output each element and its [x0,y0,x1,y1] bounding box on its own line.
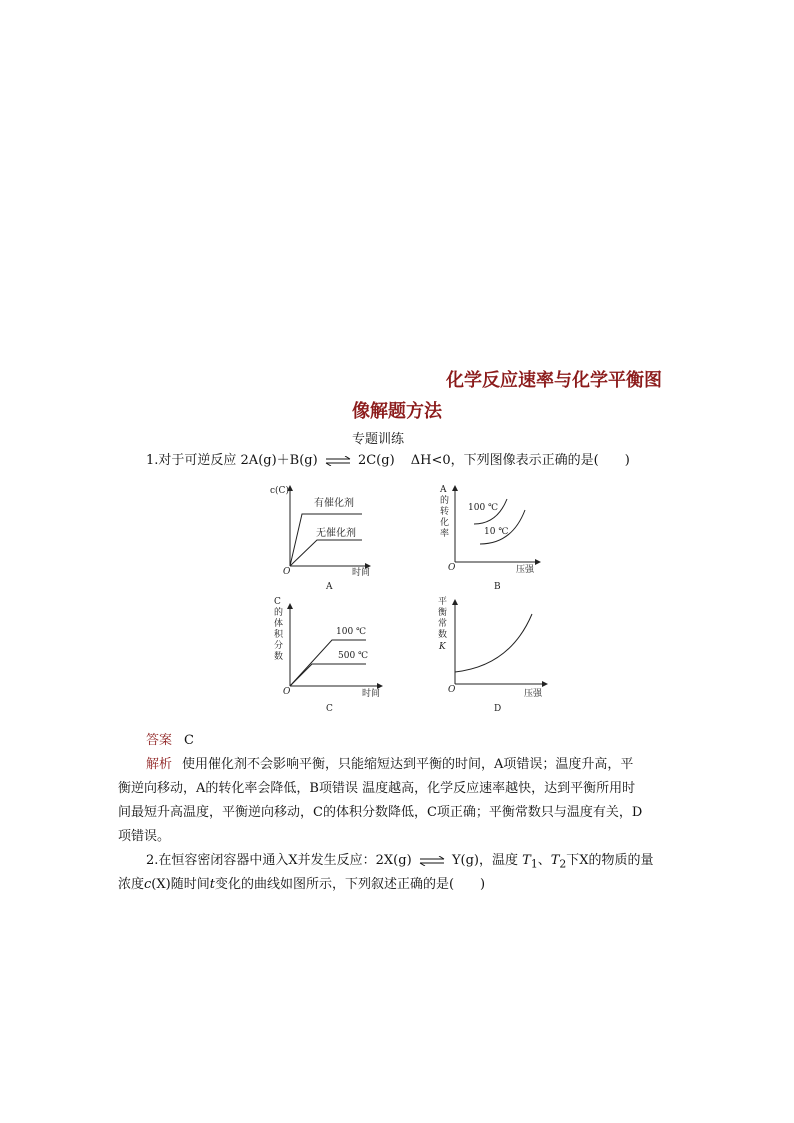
panel-d-ylabel-1: 衡 [438,608,448,618]
panel-d [438,596,547,714]
question-2-line-2 [118,877,485,893]
answer-line [146,733,194,749]
panel-b-curve2-label: 10 ℃ [484,527,509,537]
q2-sep: 、 [537,853,551,868]
panel-b-origin: O [448,563,456,573]
panel-d-ylabel-3: 数 [438,630,448,640]
panel-c-curve2-label: 500 ℃ [338,651,369,661]
panel-c-ylabel-0: C [274,597,281,607]
reversible-arrow-icon [418,856,446,866]
panel-a-ylabel: c(C) [270,486,289,496]
panel-b-ylabel-0: A [440,485,447,495]
panel-d-k-curve [455,614,532,672]
question-2-line-1 [146,853,654,873]
panel-b-ylabel-3: 化 [440,518,450,528]
analysis-line-3: 间最短升高温度，平衡逆向移动，C的体积分数降低，C项正确；平衡常数只与温度有关，D [118,805,643,820]
q1-prefix: 1.对于可逆反应 2A(g)＋B(g) [146,453,318,468]
panel-d-xlabel: 压强 [524,689,543,699]
title-line-1: 化学反应速率与化学平衡图 [446,370,662,391]
panel-c-curve1-label: 100 ℃ [336,627,367,637]
panel-c-ylabel-3: 积 [274,630,284,640]
q2-line2-a: 浓度 [118,877,145,892]
q2-t1-sub: 1 [530,857,538,871]
q2-line2-b: (X)随时间 [151,877,210,892]
q2-cx: c [144,877,152,892]
answer-value: C [184,733,194,748]
q2-t1: T [522,853,531,868]
question-1-figure [262,474,562,722]
q1-enthalpy: ΔH<0，下列图像表示正确的是( ) [410,453,630,468]
q2-t: t [209,877,215,892]
analysis-text-1: 使用催化剂不会影响平衡，只能缩短达到平衡的时间，A项错误；温度升高，平 [182,757,634,772]
panel-b-curve1-label: 100 ℃ [468,503,499,513]
panel-c-origin: O [283,687,291,697]
panel-c-ylabel-4: 分 [274,641,284,651]
panel-a-xlabel: 时间 [352,568,371,578]
panel-c [274,597,382,714]
q1-product: 2C(g) [357,453,395,468]
panel-b-ylabel-1: 的 [440,496,450,506]
panel-a-origin: O [283,567,291,577]
panel-c-xlabel: 时间 [362,689,381,699]
title-line-2: 像解题方法 [352,401,442,422]
panel-b-xlabel: 压强 [516,565,535,575]
q2-mid: Y(g)，温度 [451,853,518,868]
analysis-label: 解析 [146,757,173,772]
question-1 [146,453,630,469]
panel-a-no-catalyst-curve [290,540,362,566]
panel-a-curve1-label: 有催化剂 [314,498,354,509]
panel-b-ylabel-4: 率 [440,529,450,539]
panel-c-ylabel-1: 的 [274,608,284,618]
panel-b-ylabel-2: 转 [440,507,450,517]
panel-c-caption: C [326,704,333,714]
panel-c-ylabel-5: 数 [274,652,284,662]
analysis-line-1 [146,757,633,773]
reversible-arrow-icon [324,456,352,466]
panel-a-caption: A [326,582,333,592]
q2-prefix: 2.在恒容密闭容器中通入X并发生反应：2X(g) [146,853,412,868]
q2-line2-c: 变化的曲线如图所示，下列叙述正确的是( ) [214,877,486,892]
panel-b [439,485,540,592]
q2-t2-sub: 2 [559,857,567,871]
panel-d-ylabel-4: K [439,642,446,652]
panel-d-ylabel-2: 常 [438,619,448,629]
q2-suffix: 下X的物质的量 [566,853,654,868]
panel-a [270,485,370,592]
answer-label: 答案 [146,733,173,748]
analysis-line-2: 衡逆向移动，A的转化率会降低，B项错误 温度越高，化学反应速率越快，达到平衡所用时 [118,781,636,796]
panel-c-100c-curve [290,640,369,686]
panel-c-500c-curve [290,664,366,686]
panel-d-ylabel-0: 平 [438,597,448,607]
analysis-line-4: 项错误。 [118,829,171,844]
panel-b-caption: B [494,582,501,592]
section-subtitle: 专题训练 [352,432,405,447]
panel-c-ylabel-2: 体 [274,619,284,629]
q2-t2: T [550,853,560,868]
panel-d-caption: D [494,704,502,714]
panel-a-curve2-label: 无催化剂 [316,528,356,539]
panel-d-origin: O [448,685,456,695]
